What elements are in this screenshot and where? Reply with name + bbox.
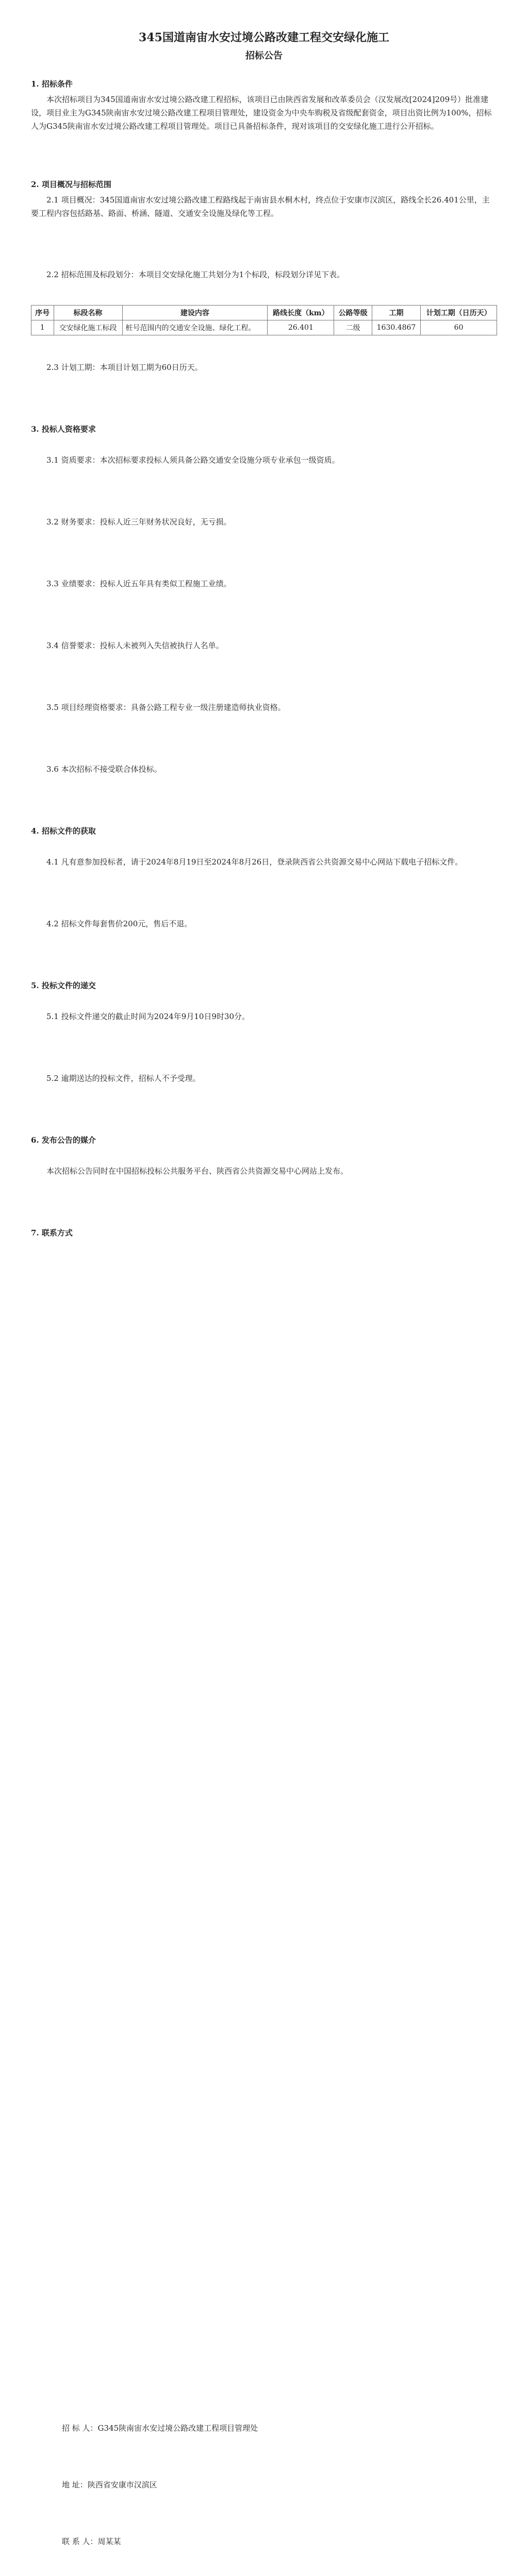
paragraph: 4.2 招标文件每套售价200元，售后不退。 [46,919,192,928]
contact-value: 周某某 [97,2537,121,2546]
contact-label: 联 系 人： [62,2537,98,2546]
paragraph: 5.1 投标文件递交的截止时间为2024年9月10日9时30分。 [46,1012,250,1021]
table-cell: 二级 [334,320,372,335]
table-cell: 1630.4867 [372,320,420,335]
table-row [31,320,497,335]
table-cell: 交安绿化施工标段 [54,320,122,335]
paragraph: 3.2 财务要求：投标人近三年财务状况良好，无亏损。 [46,517,232,527]
section-heading: 3. 投标人资格要求 [31,425,96,434]
document-title: 345国道南宙水安过境公路改建工程交安绿化施工 [139,31,389,44]
table-header: 公路等级 [334,306,372,320]
section-heading: 4. 招标文件的获取 [31,826,96,836]
section-heading: 7. 联系方式 [31,1228,73,1238]
paragraph: 2.1 项目概况：345国道南宙水安过境公路改建工程路线起于南宙县水桐木村，终点位于安康市汉滨区，路线全长26.401公里，主要工程内容包括路基、路面、桥涵、隧道、交通安全设施及绿化等工程。 [31,195,490,218]
table-cell: 1 [31,320,54,335]
table-cell: 桩号范围内的交通安全设施、绿化工程。 [122,320,268,335]
paragraph: 本次招标项目为345国道南宙水安过境公路改建工程招标，该项目已由陕西省发展和改革委员会（汉发展改[2024]209号）批准建设，项目业主为G345陕南宙水安过境公路改建工程项目管理处，建设资金为中央车购税及省级配套资金，项目出资比例为100%，招标人为G345陕南宙水安过境公路改建工程项目管理处。项目已具备招标条件，现对该项目的交安绿化施工进行公开招标。 [31,95,492,131]
contact-row [62,2421,528,2435]
paragraph: 3.3 业绩要求：投标人近五年具有类似工程施工业绩。 [46,579,232,588]
bid-section-table [31,305,497,335]
paragraph: 4.1 凡有意参加投标者，请于2024年8月19日至2024年8月26日，登录陕西省公共资源交易中心网站下载电子招标文件。 [46,857,463,867]
table-cell: 60 [421,320,497,335]
section-heading: 5. 投标文件的递交 [31,981,96,990]
document-subtitle: 招标公告 [245,50,283,61]
contact-row [62,2535,528,2548]
table-header: 序号 [31,306,54,320]
section-heading: 1. 招标条件 [31,79,73,89]
paragraph: 3.4 信誉要求：投标人未被列入失信被执行人名单。 [46,641,224,650]
contact-value: 陕西省安康市汉滨区 [87,2480,157,2489]
table-header: 计划工期（日历天） [421,306,497,320]
paragraph: 5.2 逾期送达的投标文件，招标人不予受理。 [46,1074,201,1083]
paragraph: 3.1 资质要求：本次招标要求投标人须具备公路交通安全设施分项专业承包一级资质。 [46,455,340,465]
paragraph: 3.5 项目经理资格要求：具备公路工程专业一级注册建造师执业资格。 [46,703,286,712]
contact-label: 地 址： [62,2480,88,2489]
contact-value: G345陕南宙水安过境公路改建工程项目管理处 [97,2424,258,2433]
section-heading: 2. 项目概况与招标范围 [31,180,111,189]
paragraph: 2.2 招标范围及标段划分：本项目交安绿化施工共划分为1个标段，标段划分详见下表。 [46,270,345,279]
paragraph: 2.3 计划工期：本项目计划工期为60日历天。 [46,363,203,372]
table-header: 建设内容 [122,306,268,320]
table-header: 路线长度（km） [268,306,334,320]
table-header: 标段名称 [54,306,122,320]
contact-label: 招 标 人： [62,2424,98,2433]
section-heading: 6. 发布公告的媒介 [31,1136,96,1145]
paragraph: 本次招标公告同时在中国招标投标公共服务平台、陕西省公共资源交易中心网站上发布。 [46,1166,349,1176]
table-header: 工期 [372,306,420,320]
contact-row [62,2478,528,2492]
table-cell: 26.401 [268,320,334,335]
paragraph: 3.6 本次招标不接受联合体投标。 [46,765,162,774]
